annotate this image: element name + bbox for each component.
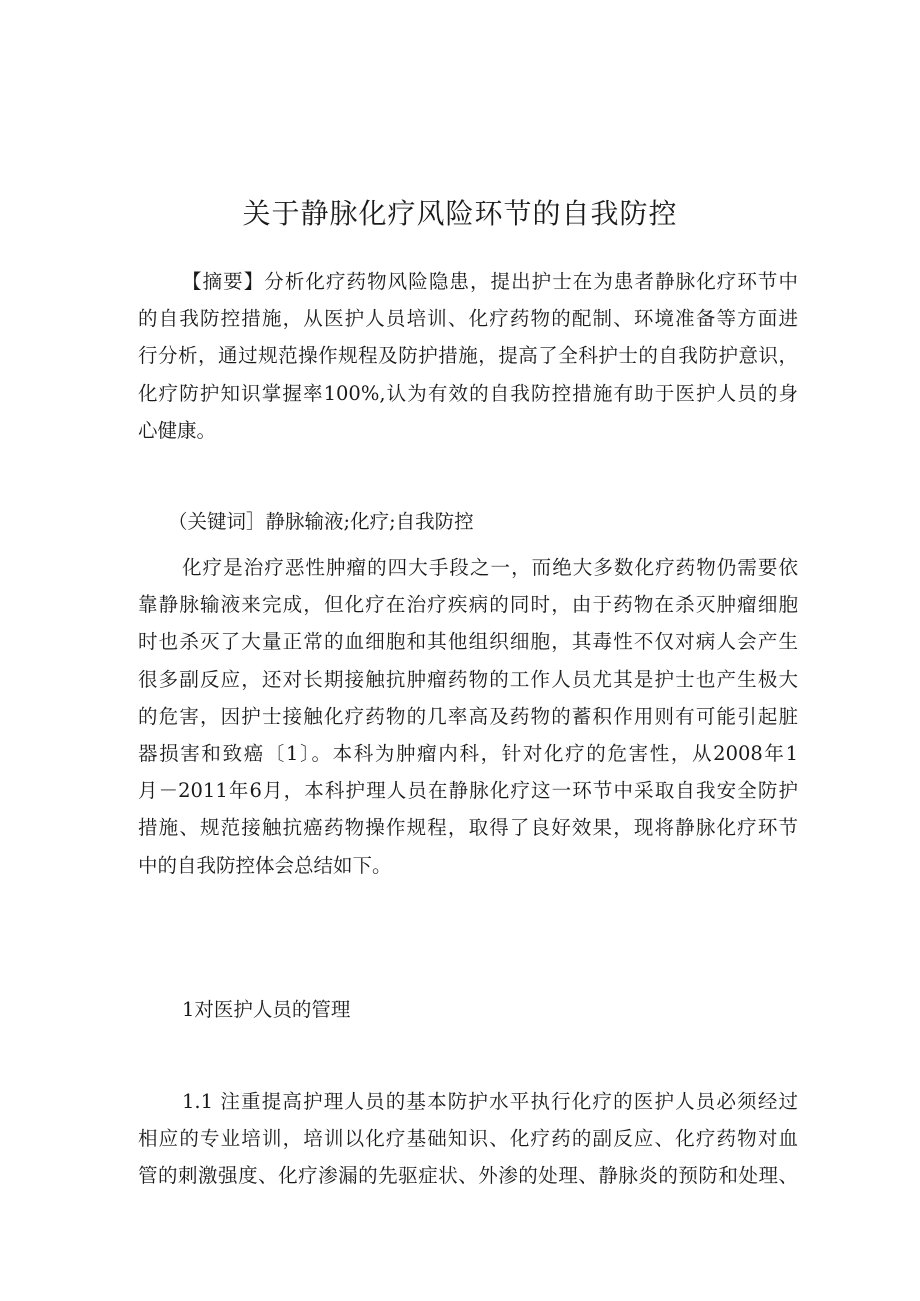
intro-line: 化疗是治疗恶性肿瘤的四大手段之一，而绝大多数化疗药物仍需要依 <box>182 556 798 579</box>
section-1-1-line: 1.1 注重提高护理人员的基本防护水平执行化疗的医护人员必须经过 <box>182 1090 798 1113</box>
section-1-1-paragraph <box>138 1083 798 1195</box>
intro-line: 中的自我防控体会总结如下。 <box>138 853 392 877</box>
abstract-line: 行分析，通过规范操作规程及防护措施，提高了全科护士的自我防护意识， <box>138 344 798 368</box>
keywords-line: （关键词］静脉输液;化疗;自我防控 <box>168 510 474 533</box>
intro-line: 器损害和致癌〔1〕。本科为肿瘤内科，针对化疗的危害性，从2008年1 <box>138 742 798 766</box>
section-1-1-line: 管的刺激强度、化疗渗漏的先驱症状、外渗的处理、静脉炎的预防和处理、 <box>138 1164 798 1188</box>
intro-line: 的危害，因护士接触化疗药物的几率高及药物的蓄积作用则有可能引起脏 <box>138 704 798 728</box>
keywords-paragraph <box>168 503 768 540</box>
section-heading <box>182 991 682 1028</box>
abstract-line: 的自我防控措施，从医护人员培训、化疗药物的配制、环境准备等方面进 <box>138 307 798 331</box>
intro-line: 时也杀灭了大量正常的血细胞和其他组织细胞，其毒性不仅对病人会产生 <box>138 630 798 654</box>
abstract-line: 【摘要】分析化疗药物风险隐患，提出护士在为患者静脉化疗环节中 <box>182 270 798 293</box>
abstract-paragraph <box>138 263 798 449</box>
intro-paragraph <box>138 549 798 884</box>
section-heading-text: 1对医护人员的管理 <box>182 998 351 1021</box>
abstract-line: 心健康。 <box>138 418 217 442</box>
intro-line: 靠静脉输液来完成，但化疗在治疗疾病的同时，由于药物在杀灭肿瘤细胞 <box>138 593 798 617</box>
intro-line: 很多副反应，还对长期接触抗肿瘤药物的工作人员尤其是护士也产生极大 <box>138 667 798 691</box>
intro-line: 措施、规范接触抗癌药物操作规程，取得了良好效果，现将静脉化疗环节 <box>138 816 798 840</box>
section-1-1-line: 相应的专业培训，培训以化疗基础知识、化疗药的副反应、化疗药物对血 <box>138 1127 798 1151</box>
intro-line: 月－2011年6月，本科护理人员在静脉化疗这一环节中采取自我安全防护 <box>138 779 798 803</box>
document-title: 关于静脉化疗风险环节的自我防控 <box>242 197 678 230</box>
abstract-line: 化疗防护知识掌握率100%,认为有效的自我防控措施有助于医护人员的身 <box>138 381 798 405</box>
